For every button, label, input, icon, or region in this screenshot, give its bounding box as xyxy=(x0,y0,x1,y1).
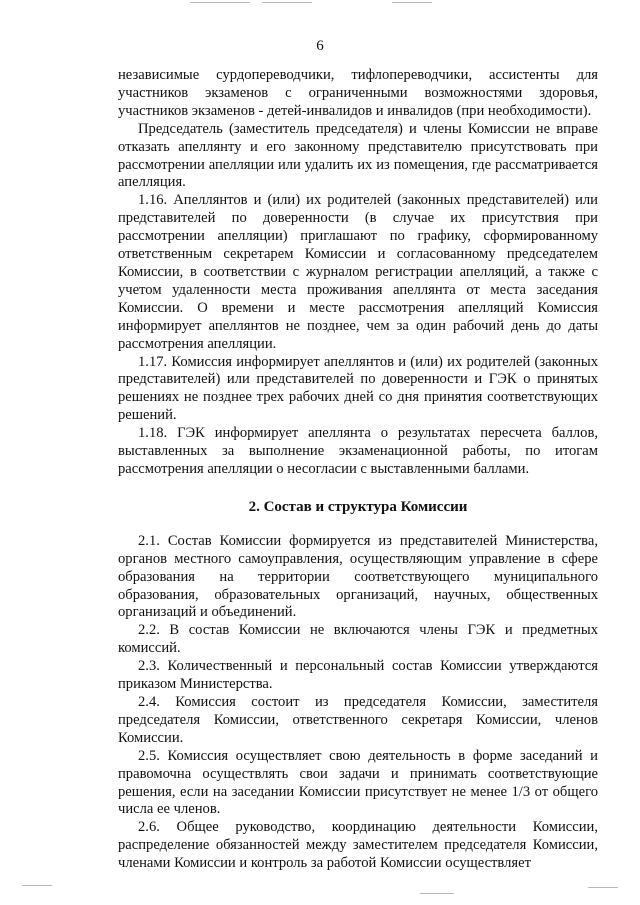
paragraph-chairman-rights: Председатель (заместитель председателя) и члены Комиссии не вправе отказать апеллянту и его законному представителю присутствовать при рассмотрении апелляции или удалить их из помещения, где рассматривается апелляция. xyxy=(118,120,598,191)
scan-edge-bottom-2 xyxy=(420,893,454,894)
scan-edge-top-2 xyxy=(262,2,312,3)
document-body xyxy=(118,67,598,873)
spacer xyxy=(118,479,598,498)
scan-edge-bottom-1 xyxy=(22,885,52,886)
paragraph-2-3: 2.3. Количественный и персональный состав Комиссии утверждаются приказом Министерства. xyxy=(118,658,598,693)
paragraph-2-2: 2.2. В состав Комиссии не включаются члены ГЭК и предметных комиссий. xyxy=(118,622,598,657)
paragraph-2-6: 2.6. Общее руководство, координацию деятельности Комиссии, распределение обязанностей между заместителем председателя Комиссии, членами Комиссии и контроль за работой Комиссии осуществляет xyxy=(118,819,598,872)
paragraph-2-1: 2.1. Состав Комиссии формируется из представителей Министерства, органов местного самоуправления, осуществляющим управление в сфере образования на территории соответствующего муниципального образования, образовательных организаций, научных, общественных организаций и объединений. xyxy=(118,532,598,621)
paragraph-continuation: независимые сурдопереводчики, тифлопереводчики, ассистенты для участников экзаменов с ограниченными возможностями здоровья, участников экзаменов - детей-инвалидов и инвалидов (при необходимости). xyxy=(118,67,598,119)
section-title: 2. Состав и структура Комиссии xyxy=(248,498,468,515)
scan-edge-top-1 xyxy=(190,2,250,3)
scan-edge-top-3 xyxy=(392,2,432,3)
paragraph-2-4: 2.4. Комиссия состоит из председателя Комиссии, заместителя председателя Комиссии, ответственного секретаря Комиссии, членов Комиссии. xyxy=(118,694,598,746)
paragraph-2-5: 2.5. Комиссия осуществляет свою деятельность в форме заседаний и правомочна осуществлять свои задачи и принимать соответствующие решения, если на заседании Комиссии присутствует не менее 1/3 от общего числа ее членов. xyxy=(118,747,598,818)
spacer xyxy=(118,516,598,533)
paragraph-1-17: 1.17. Комиссия информирует апеллянтов и (или) их родителей (законных представителей) или представителей по доверенности и ГЭК о принятых решениях не позднее трех рабочих дней со дня принятия соответствующих решений. xyxy=(118,353,598,424)
paragraph-1-18: 1.18. ГЭК информирует апеллянта о результатах пересчета баллов, выставленных за выполнение экзаменационной работы, по итогам рассмотрения апелляции о несогласии с выставленными баллами. xyxy=(118,425,598,477)
paragraph-1-16: 1.16. Апеллянтов и (или) их родителей (законных представителей) или представителей по доверенности (в случае их присутствия при рассмотрении апелляции) приглашают по графику, сформированному ответственным секретарем Комиссии и согласованному председателем Комиссии, в соответствии с журналом регистрации апелляций, а также с учетом удаленности места проживания апеллянта от места заседания Комиссии. О времени и месте рассмотрения апелляций Комиссия информирует апеллянтов не позднее, чем за один рабочий день до даты рассмотрения апелляции. xyxy=(118,192,598,352)
scan-edge-bottom-3 xyxy=(588,887,618,888)
page-number: 6 xyxy=(316,38,324,54)
